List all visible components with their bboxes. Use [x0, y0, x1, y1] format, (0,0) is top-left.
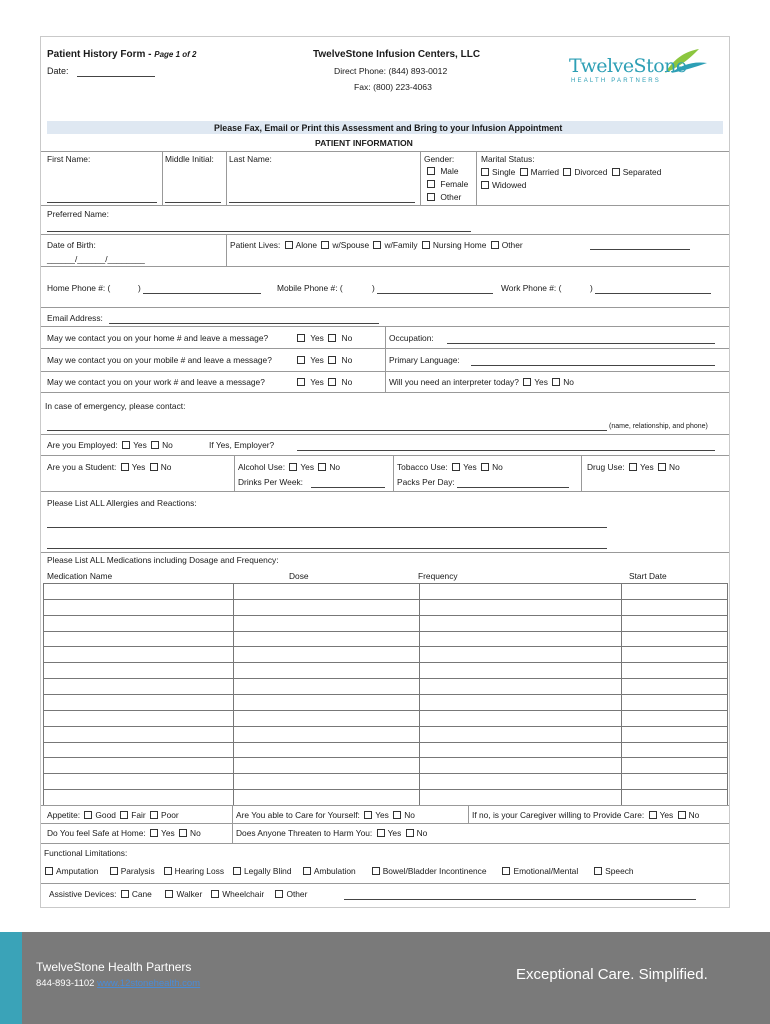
checkbox[interactable] [612, 168, 620, 176]
direct-phone: Direct Phone: (844) 893-0012 [334, 66, 448, 76]
footer-contact [36, 978, 200, 989]
med-row-line [43, 773, 727, 774]
med-row-line [43, 615, 727, 616]
functional-label: Functional Limitations: [44, 848, 128, 858]
med-row-line [43, 646, 727, 647]
work-phone-field[interactable] [595, 293, 711, 294]
checkbox[interactable] [150, 829, 158, 837]
med-col-line [43, 583, 44, 805]
checkbox[interactable] [297, 378, 305, 386]
preferred-name-label: Preferred Name: [47, 209, 109, 219]
med-col-dose: Dose [289, 571, 309, 581]
logo-word: TwelveStone [569, 55, 687, 77]
checkbox[interactable] [552, 378, 560, 386]
divider [41, 266, 729, 267]
divider [41, 805, 729, 806]
med-row-line [43, 678, 727, 679]
marital-label: Marital Status: [481, 154, 535, 164]
home-phone-label: Home Phone #: ( [47, 283, 111, 293]
gender-female[interactable]: Female [425, 179, 468, 190]
middle-initial-field[interactable] [165, 202, 221, 203]
med-row-line [43, 726, 727, 727]
drinks-field[interactable] [311, 487, 385, 488]
divider [41, 348, 729, 349]
med-row-line [43, 694, 727, 695]
contact-mobile-options: Yes No [295, 355, 352, 366]
checkbox[interactable] [372, 867, 380, 875]
med-col-start-date: Start Date [629, 571, 667, 581]
packs-label: Packs Per Day: [397, 477, 455, 487]
divider [41, 843, 729, 844]
section-title: PATIENT INFORMATION [315, 138, 413, 148]
med-row-line [43, 710, 727, 711]
appetite-question: Appetite: Good Fair Poor [47, 810, 179, 820]
paren: ) [590, 283, 593, 293]
med-col-line [621, 583, 622, 805]
occupation-label: Occupation: [389, 333, 434, 343]
checkbox[interactable] [164, 867, 172, 875]
lives-other-field[interactable] [590, 249, 690, 250]
checkbox[interactable] [120, 811, 128, 819]
footer [0, 932, 770, 1024]
contact-home-options: Yes No [295, 333, 352, 344]
checkbox[interactable] [289, 463, 297, 471]
checkbox[interactable] [84, 811, 92, 819]
preferred-name-field[interactable] [47, 231, 471, 232]
drug-question: Drug Use: Yes No [587, 462, 680, 472]
dob-field[interactable]: ______/______/________ [47, 254, 145, 264]
divider [162, 151, 163, 205]
last-name-label: Last Name: [229, 154, 272, 164]
work-phone-label: Work Phone #: ( [501, 283, 562, 293]
checkbox[interactable] [393, 811, 401, 819]
checkbox[interactable] [150, 463, 158, 471]
divider [420, 151, 421, 205]
divider [581, 455, 582, 491]
middle-initial-label: Middle Initial: [165, 154, 214, 164]
mobile-phone-label: Mobile Phone #: ( [277, 283, 343, 293]
checkbox[interactable] [629, 463, 637, 471]
divider [476, 151, 477, 205]
contact-mobile-question: May we contact you on your mobile # and leave a message? [47, 355, 272, 365]
interpreter-question: Will you need an interpreter today? Yes No [389, 377, 574, 387]
employer-label: If Yes, Employer? [209, 440, 275, 450]
gender-male[interactable]: Male [425, 166, 458, 177]
divider [41, 307, 729, 308]
checkbox[interactable] [122, 441, 130, 449]
divider [41, 883, 729, 884]
divider [41, 205, 729, 206]
med-row-line [43, 631, 727, 632]
paren: ) [372, 283, 375, 293]
threaten-question: Does Anyone Threaten to Harm You: Yes No [236, 828, 428, 838]
divider [232, 805, 233, 843]
footer-phone: 844-893-1102 [36, 978, 95, 989]
med-col-name: Medication Name [47, 571, 113, 581]
checkbox[interactable] [523, 378, 531, 386]
tobacco-question: Tobacco Use: Yes No [397, 462, 503, 472]
med-row-line [43, 742, 727, 743]
checkbox[interactable] [151, 441, 159, 449]
checkbox[interactable] [594, 867, 602, 875]
footer-company: TwelveStone Health Partners [36, 960, 192, 974]
divider [41, 371, 729, 372]
checkbox[interactable] [297, 356, 305, 364]
patient-lives: Patient Lives: Alone w/Spouse w/Family Nursing Home Other [230, 240, 523, 250]
footer-website-link[interactable]: www.12stonehealth.com [97, 978, 201, 989]
instruction-text: Please Fax, Email or Print this Assessment and Bring to your Infusion Appointment [214, 123, 563, 133]
care-self-question: Are You able to Care for Yourself: Yes No [236, 810, 415, 820]
med-col-line [419, 583, 420, 805]
occupation-field[interactable] [447, 343, 715, 344]
checkbox[interactable] [285, 241, 293, 249]
med-col-frequency: Frequency [418, 571, 458, 581]
emergency-label: In case of emergency, please contact: [45, 401, 186, 411]
allergies-field-1[interactable] [47, 527, 607, 528]
checkbox[interactable] [678, 811, 686, 819]
checkbox[interactable] [658, 463, 666, 471]
checkbox[interactable] [328, 356, 336, 364]
allergies-label: Please List ALL Allergies and Reactions: [47, 498, 197, 508]
emergency-hint: (name, relationship, and phone) [609, 423, 708, 430]
med-row-line [43, 599, 727, 600]
primary-language-label: Primary Language: [389, 355, 460, 365]
footer-tagline: Exceptional Care. Simplified. [516, 966, 708, 983]
contact-work-options: Yes No [295, 377, 352, 388]
divider [41, 823, 729, 824]
checkbox[interactable] [297, 334, 305, 342]
drinks-label: Drinks Per Week: [238, 477, 304, 487]
divider [41, 455, 729, 456]
checkbox[interactable] [563, 168, 571, 176]
divider [234, 455, 235, 491]
checkbox[interactable] [150, 811, 158, 819]
divider [41, 552, 729, 553]
med-row-line [43, 662, 727, 663]
checkbox[interactable] [110, 867, 118, 875]
employer-field[interactable] [297, 450, 715, 451]
functional-options: Amputation Paralysis Hearing Loss Legally Blind Ambulation Bowel/Bladder Incontinence Emotional/Mental Speech [43, 866, 634, 877]
checkbox[interactable] [649, 811, 657, 819]
divider [226, 234, 227, 266]
company-logo [569, 47, 719, 87]
student-question: Are you a Student: Yes No [47, 462, 172, 472]
divider [41, 234, 729, 235]
page-label: Page 1 of 2 [154, 50, 197, 59]
divider [393, 455, 394, 491]
form-title: Patient History Form - Page 1 of 2 [47, 49, 197, 60]
checkbox[interactable] [427, 193, 435, 201]
checkbox[interactable] [422, 241, 430, 249]
checkbox[interactable] [328, 334, 336, 342]
footer-accent-bar [0, 932, 22, 1024]
assistive-other-field[interactable] [344, 899, 696, 900]
divider [41, 434, 729, 435]
home-phone-field[interactable] [143, 293, 261, 294]
paren: ) [138, 283, 141, 293]
primary-language-field[interactable] [471, 365, 715, 366]
divider [226, 151, 227, 205]
checkbox[interactable] [211, 890, 219, 898]
checkbox[interactable] [481, 168, 489, 176]
checkbox[interactable] [427, 180, 435, 188]
checkbox[interactable] [481, 181, 489, 189]
checkbox[interactable] [233, 867, 241, 875]
checkbox[interactable] [406, 829, 414, 837]
checkbox[interactable] [481, 463, 489, 471]
alcohol-question: Alcohol Use: Yes No [238, 462, 341, 472]
packs-field[interactable] [457, 487, 569, 488]
checkbox[interactable] [364, 811, 372, 819]
med-row-line [43, 789, 727, 790]
divider [468, 805, 469, 823]
divider [385, 326, 386, 392]
employed-question: Are you Employed: Yes No [47, 440, 173, 450]
checkbox[interactable] [491, 241, 499, 249]
checkbox[interactable] [502, 867, 510, 875]
checkbox[interactable] [452, 463, 460, 471]
checkbox[interactable] [121, 463, 129, 471]
marital-widowed[interactable]: Widowed [479, 180, 526, 191]
checkbox[interactable] [427, 167, 435, 175]
checkbox[interactable] [520, 168, 528, 176]
caregiver-question: If no, is your Caregiver willing to Provide Care: Yes No [472, 810, 700, 820]
checkbox[interactable] [318, 463, 326, 471]
divider [41, 151, 729, 152]
contact-work-question: May we contact you on your work # and leave a message? [47, 377, 265, 387]
dob-label: Date of Birth: [47, 240, 96, 250]
company-name: TwelveStone Infusion Centers, LLC [313, 49, 481, 60]
divider [41, 392, 729, 393]
checkbox[interactable] [328, 378, 336, 386]
medication-table[interactable] [43, 583, 727, 805]
first-name-label: First Name: [47, 154, 91, 164]
checkbox[interactable] [377, 829, 385, 837]
first-name-field[interactable] [47, 202, 157, 203]
last-name-field[interactable] [229, 202, 415, 203]
checkbox[interactable] [303, 867, 311, 875]
checkbox[interactable] [275, 890, 283, 898]
gender-label: Gender: [424, 154, 455, 164]
date-label: Date: [47, 66, 69, 76]
med-row-line [43, 583, 727, 584]
checkbox[interactable] [321, 241, 329, 249]
emergency-field[interactable] [47, 430, 607, 431]
marital-options: Single Married Divorced Separated [479, 167, 661, 178]
assistive-options: Assistive Devices: Cane Walker Wheelchair Other [49, 889, 308, 899]
logo-tagline: HEALTH PARTNERS [571, 78, 662, 84]
gender-other[interactable]: Other [425, 192, 461, 203]
fax-number: Fax: (800) 223-4063 [354, 82, 432, 92]
patient-history-form [40, 36, 730, 908]
contact-home-question: May we contact you on your home # and leave a message? [47, 333, 269, 343]
divider [41, 491, 729, 492]
date-field[interactable] [77, 76, 155, 77]
email-label: Email Address: [47, 313, 103, 323]
checkbox[interactable] [45, 867, 53, 875]
mobile-phone-field[interactable] [377, 293, 493, 294]
checkbox[interactable] [165, 890, 173, 898]
med-col-line [233, 583, 234, 805]
med-row-line [43, 757, 727, 758]
medications-title: Please List ALL Medications including Dosage and Frequency: [47, 555, 279, 565]
checkbox[interactable] [121, 890, 129, 898]
email-field[interactable] [109, 323, 379, 324]
checkbox[interactable] [179, 829, 187, 837]
med-col-line [727, 583, 728, 805]
allergies-field-2[interactable] [47, 548, 607, 549]
checkbox[interactable] [373, 241, 381, 249]
safe-home-question: Do You feel Safe at Home: Yes No [47, 828, 201, 838]
